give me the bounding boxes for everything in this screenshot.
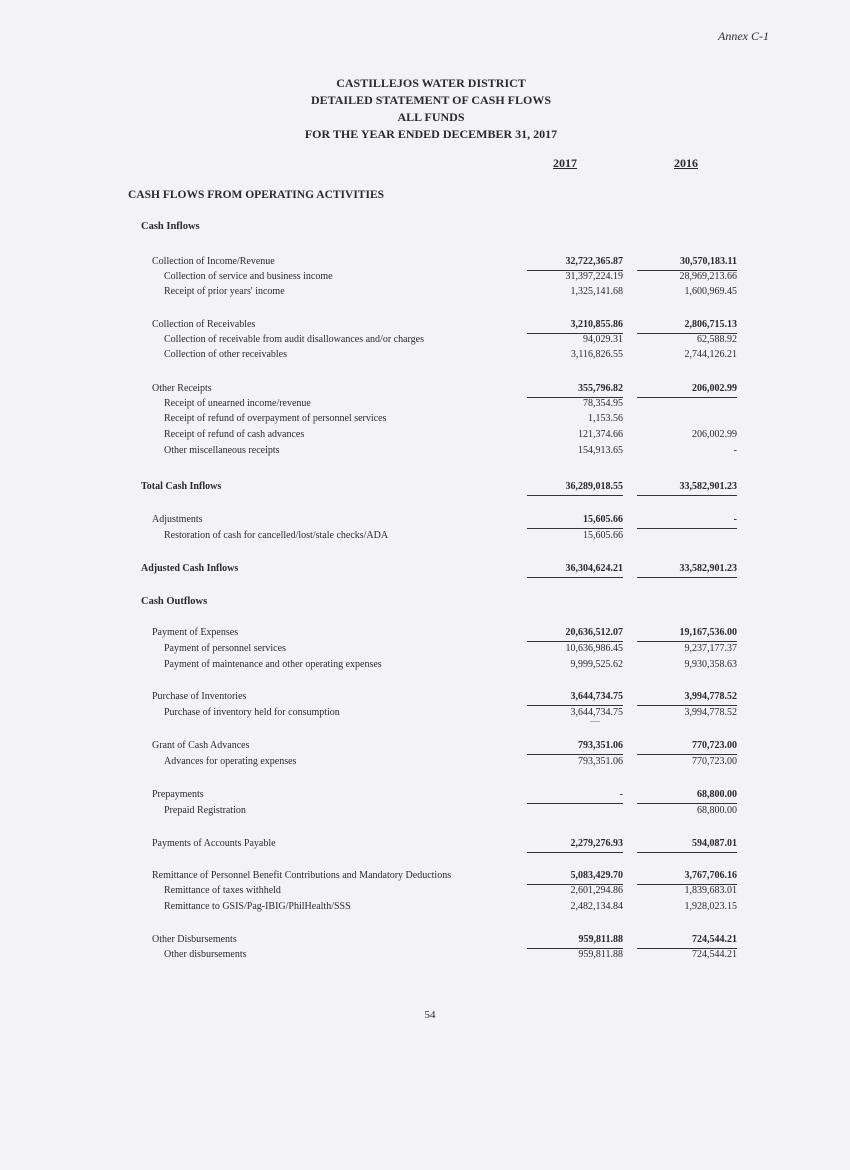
group-row: [0, 789, 850, 804]
column-header-2016: 2016: [674, 156, 698, 170]
row-label: Payment of Expenses: [152, 627, 239, 638]
amount-2017: 3,644,734.75: [527, 691, 623, 706]
amount-2016: 30,570,183.11: [637, 256, 737, 271]
row-label: Prepayments: [152, 789, 204, 800]
amount-2017: 154,913.65: [578, 445, 623, 456]
row-label: Other miscellaneous receipts: [164, 445, 280, 456]
row-label: Other Receipts: [152, 383, 212, 394]
group-row: [0, 934, 850, 949]
amount-2016: 206,002.99: [692, 429, 737, 440]
title-entity: CASTILLEJOS WATER DISTRICT: [336, 76, 526, 90]
row-label: Adjusted Cash Inflows: [141, 563, 239, 574]
amount-2017: 793,351.06: [527, 740, 623, 755]
row-label: Prepaid Registration: [164, 805, 246, 816]
group-row: [0, 627, 850, 642]
row-label: Payment of personnel services: [164, 643, 286, 654]
row-label: Remittance to GSIS/Pag-IBIG/PhilHealth/SSS: [164, 901, 351, 912]
row-label: Payments of Accounts Payable: [152, 838, 276, 849]
section-title: CASH FLOWS FROM OPERATING ACTIVITIES: [128, 189, 385, 201]
amount-2016: 3,767,706.16: [637, 870, 737, 885]
line-item-row: [0, 271, 850, 286]
cash-outflows-heading: Cash Outflows: [141, 596, 208, 607]
amount-2017: 1,325,141.68: [570, 286, 623, 297]
row-label: Collection of service and business income: [164, 271, 333, 282]
amount-2016: 2,806,715.13: [637, 319, 737, 334]
row-label: Grant of Cash Advances: [152, 740, 250, 751]
amount-2016: 1,839,683.01: [684, 885, 737, 896]
line-item-row: [0, 398, 850, 413]
amount-2017: 2,482,134.84: [570, 901, 623, 912]
row-label: Advances for operating expenses: [164, 756, 297, 767]
amount-2017: 121,374.66: [578, 429, 623, 440]
amount-2017: 78,354.95: [583, 398, 623, 409]
line-item-row: [0, 949, 850, 964]
amount-2017: 959,811.88: [578, 949, 623, 960]
group-row: [0, 319, 850, 334]
row-label: Receipt of refund of cash advances: [164, 429, 305, 440]
amount-2017: 3,116,826.55: [570, 349, 623, 360]
amount-2017: 20,636,512.07: [527, 627, 623, 642]
row-label: Purchase of inventory held for consumption: [164, 707, 340, 718]
row-label: Total Cash Inflows: [141, 481, 222, 492]
line-item-row: [0, 334, 850, 349]
amount-2016: 724,544.21: [637, 934, 737, 949]
row-label: Receipt of refund of overpayment of personnel services: [164, 413, 387, 424]
amount-2017: 793,351.06: [578, 756, 623, 767]
line-item-row: [0, 756, 850, 771]
total-row: [0, 563, 850, 578]
row-label: Adjustments: [152, 514, 203, 525]
amount-2016: 594,087.01: [637, 838, 737, 853]
amount-2017: 3,210,855.86: [527, 319, 623, 334]
row-label: Collection of receivable from audit disallowances and/or charges: [164, 334, 424, 345]
column-header-2017: 2017: [553, 156, 577, 170]
row-label: Remittance of Personnel Benefit Contributions and Mandatory Deductions: [152, 870, 452, 881]
title-period: FOR THE YEAR ENDED DECEMBER 31, 2017: [304, 127, 558, 141]
amount-2017: 31,397,224.19: [565, 271, 623, 282]
amount-2016: 9,930,358.63: [684, 659, 737, 670]
line-item-row: [0, 445, 850, 460]
amount-2016: 9,237,177.37: [684, 643, 737, 654]
amount-2016: 68,800.00: [697, 805, 737, 816]
page-number: 54: [424, 1009, 436, 1021]
amount-2017: 10,636,986.45: [565, 643, 623, 654]
amount-2017: 2,601,294.86: [570, 885, 623, 896]
row-label: Other Disbursements: [152, 934, 237, 945]
row-label: Other disbursements: [164, 949, 247, 960]
amount-2016: 724,544.21: [692, 949, 737, 960]
amount-2017: 94,029.31: [583, 334, 623, 345]
amount-2016: 206,002.99: [637, 383, 737, 398]
amount-2016: 770,723.00: [692, 756, 737, 767]
amount-2017: 355,796.82: [527, 383, 623, 398]
row-label: Receipt of unearned income/revenue: [164, 398, 311, 409]
group-row: [0, 740, 850, 755]
line-item-row: [0, 530, 850, 545]
row-label: Collection of other receivables: [164, 349, 288, 360]
amount-2016: 19,167,536.00: [637, 627, 737, 642]
amount-2017: 36,304,624.21: [527, 563, 623, 578]
amount-2016: 3,994,778.52: [637, 691, 737, 706]
amount-2017: -: [527, 789, 623, 804]
amount-2016: 1,928,023.15: [684, 901, 737, 912]
amount-2016: 62,588.92: [697, 334, 737, 345]
row-label: Payment of maintenance and other operating expenses: [164, 659, 382, 670]
amount-2016: 68,800.00: [637, 789, 737, 804]
row-label: Restoration of cash for cancelled/lost/stale checks/ADA: [164, 530, 389, 541]
amount-2016: 1,600,969.45: [684, 286, 737, 297]
row-label: Receipt of prior years' income: [164, 286, 285, 297]
annex-label: Annex C-1: [718, 29, 769, 43]
title-funds: ALL FUNDS: [397, 110, 465, 124]
line-item-row: [0, 413, 850, 428]
amount-2017: 15,605.66: [527, 514, 623, 529]
title-statement: DETAILED STATEMENT OF CASH FLOWS: [310, 93, 552, 107]
line-item-row: [0, 805, 850, 820]
line-item-row: [0, 286, 850, 301]
group-row: [0, 256, 850, 271]
group-row: [0, 838, 850, 853]
group-row: [0, 514, 850, 529]
line-item-row: [0, 885, 850, 900]
amount-2016: 33,582,901.23: [637, 481, 737, 496]
group-row: [0, 870, 850, 885]
row-label: Purchase of Inventories: [152, 691, 247, 702]
amount-2016: 770,723.00: [637, 740, 737, 755]
amount-2017: 1,153.56: [588, 413, 623, 424]
amount-2016: -: [733, 445, 737, 456]
group-row: [0, 383, 850, 398]
line-item-row: [0, 429, 850, 444]
scan-mark: [590, 721, 600, 722]
amount-2017: 2,279,276.93: [527, 838, 623, 853]
row-label: Collection of Income/Revenue: [152, 256, 275, 267]
line-item-row: [0, 643, 850, 658]
cash-inflows-heading: Cash Inflows: [141, 221, 200, 232]
line-item-row: [0, 901, 850, 916]
line-item-row: [0, 707, 850, 722]
amount-2016: 2,744,126.21: [684, 349, 737, 360]
amount-2016: 3,994,778.52: [684, 707, 737, 718]
amount-2017: 15,605.66: [583, 530, 623, 541]
amount-2017: 36,289,018.55: [527, 481, 623, 496]
line-item-row: [0, 349, 850, 364]
amount-2016: 33,582,901.23: [637, 563, 737, 578]
amount-2017: 3,644,734.75: [570, 707, 623, 718]
total-row: [0, 481, 850, 496]
amount-2017: 32,722,365.87: [527, 256, 623, 271]
amount-2017: 9,999,525.62: [570, 659, 623, 670]
group-row: [0, 691, 850, 706]
amount-2016: -: [637, 514, 737, 529]
amount-2017: 5,083,429.70: [527, 870, 623, 885]
amount-2016: 28,969,213.66: [679, 271, 737, 282]
row-label: Remittance of taxes withheld: [164, 885, 281, 896]
line-item-row: [0, 659, 850, 674]
amount-2017: 959,811.88: [527, 934, 623, 949]
row-label: Collection of Receivables: [152, 319, 256, 330]
